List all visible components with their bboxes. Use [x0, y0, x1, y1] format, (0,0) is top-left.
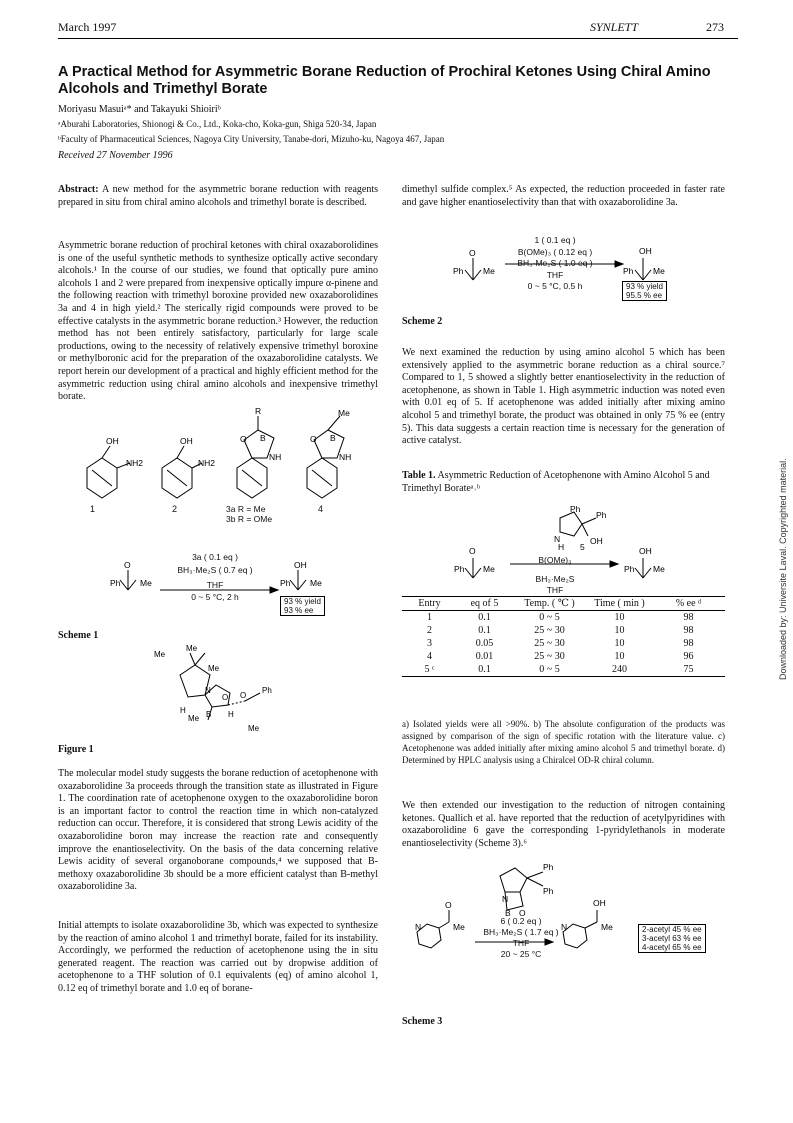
svg-text:N: N — [561, 922, 568, 932]
scheme2-ee: 95.5 % ee — [626, 291, 663, 300]
abstract-label: Abstract: — [58, 184, 99, 195]
table1-reagent-2: BH₃·Me₂S — [535, 574, 575, 584]
svg-text:N: N — [554, 534, 561, 544]
intro-text: Asymmetric borane reduction of prochiral ketones with chiral oxazaborolidines is one of the useful synthetic methods to synthesize optically active secondary alcohols.¹ In the course of our studies, we found that optically pure amino alcohols 1 and 2 were prepared from inexpensive optically impure α-pinene and the following reaction with trimethyl boroxine provided new oxazaborolidines 3a and 4 in high yield.² The sterically rigid compounds were proved to be effective catalysts in the asymmetric borane reduction.³ However, the reduction method has not been entirely satisfactory, particularly for large scale productions, owing to the necessity of relatively expensive trimethyl boroxine or methylboronic acid for the preparation of the oxazaborolidine catalysts. We report herein our development of a practical and highly efficient method for the asymmetric reduction using chiral amino alcohols and inexpensive trimethyl borate. — [58, 240, 378, 403]
header-date: March 1997 — [58, 20, 117, 34]
table1-caption — [402, 470, 725, 495]
table-cell: 10 — [614, 612, 625, 623]
journal-name: SYNLETT — [590, 20, 639, 34]
svg-text:O: O — [469, 546, 476, 556]
table-cell: 5 ᶜ — [424, 664, 435, 675]
table-cell: 0.01 — [475, 651, 494, 662]
scheme1-catalyst: 3a ( 0.1 eq ) — [192, 552, 238, 562]
table1-header-eq: eq of 5 — [470, 598, 499, 609]
table-cell: 98 — [683, 612, 694, 623]
table-cell: 96 — [683, 651, 694, 662]
svg-text:OH: OH — [106, 436, 119, 446]
download-watermark: Downloaded by: Universite Laval. Copyrighted material. — [778, 458, 788, 680]
compound-label-2: 2 — [172, 504, 178, 514]
svg-text:OH: OH — [593, 898, 606, 908]
scheme1-yield: 93 % yield — [284, 597, 321, 606]
svg-text:O: O — [519, 908, 526, 918]
table1-header-entry: Entry — [418, 598, 441, 609]
svg-text:B: B — [206, 710, 212, 719]
scheme3-reagents — [476, 916, 566, 960]
table-cell: 25 ~ 30 — [534, 625, 565, 636]
svg-text:Ph: Ph — [624, 564, 635, 574]
svg-text:Me: Me — [154, 650, 166, 659]
abstract-text: A new method for the asymmetric borane reduction with reagents prepared in situ from chiral amino alcohols and trimethyl borate is described. — [58, 184, 378, 208]
scheme2-reagent-4: THF — [546, 269, 564, 280]
table-row — [402, 611, 725, 625]
table-cell: 0.05 — [475, 638, 494, 649]
svg-text:Ph: Ph — [543, 862, 554, 872]
svg-text:N: N — [415, 922, 422, 932]
table-cell: 1 — [427, 612, 432, 623]
svg-text:Me: Me — [338, 408, 350, 418]
compound-label-3b: 3b R = OMe — [226, 514, 273, 524]
svg-text:OH: OH — [590, 536, 603, 546]
svg-text:NH: NH — [339, 452, 352, 462]
right-text-3: We then extended our investigation to the reduction of nitrogen containing ketones. Quallich et al. have reported that the reduction of acetylpyridines with oxazaborolidine 6 gave the corresponding 1-pyridylethanols in moderate enantioselectivity (Scheme 3).⁶ — [402, 800, 725, 849]
right-text-1: dimethyl sulfide complex.⁵ As expected, the reduction proceeded in faster rate and gave higher enantioselectivity than that with oxazaborolidine 3a. — [402, 184, 725, 208]
svg-text:O: O — [469, 248, 476, 258]
svg-text:Ph: Ph — [262, 686, 272, 695]
svg-text:Ph: Ph — [543, 886, 554, 896]
svg-text:Ph: Ph — [596, 510, 607, 520]
experiment-text: Initial attempts to isolate oxazaborolidine 3b, which was expected to synthesize by the reaction of amino alcohol 1 and trimethyl borate, failed for its instability. Accordingly, we performed the reduction of acetophenone using the in situ generated reagent. The reaction was carried out by dropwise addition of acetophenone to a THF solution of 0.1 equivalents (eq) of amino alcohol 1, 0.12 eq of trimethyl borate and 1.0 eq of borane- — [58, 920, 378, 994]
affiliation-b: ᵇFaculty of Pharmaceutical Sciences, Nagoya City University, Tanabe-dori, Mizuho-ku, Nagoya 467, Japan — [58, 134, 445, 144]
svg-text:Ph: Ph — [453, 266, 464, 276]
svg-text:NH: NH — [269, 452, 282, 462]
scheme2-reagent-2: B(OMe)₃ ( 0.12 eq ) — [517, 246, 593, 257]
svg-text:R: R — [255, 408, 262, 416]
svg-text:Me: Me — [601, 922, 613, 932]
compound-label-3a: 3a R = Me — [226, 504, 266, 514]
discussion-text: The molecular model study suggests the borane reduction of acetophenone with oxazaborolidine 3a proceeds through the transition state as illustrated in Figure 1. The coordination rate of acetophenone oxygen to the oxazaborolidine boron is an important factor to control the reaction time in which non-catalyzed reduction can occur. Therefore, it is considered that strong Lewis acidity of the oxazaborolidine boron may increase the reaction rate and consequently improve the enantioselectivity. On the basis of the data concerning relative Lewis acidity of several organoborane compounds,⁴ we supposed that B-methoxy oxazaborolidine 3b should be a more efficient catalyst than B-methyl oxazaborolidine 3a. — [58, 768, 378, 893]
scheme1-ee: 93 % ee — [284, 606, 314, 615]
authors: Moriyasu Masuiᵃ* and Takayuki Shioiriᵇ — [58, 104, 221, 115]
table-cell: 25 ~ 30 — [534, 638, 565, 649]
svg-text:H: H — [558, 542, 565, 552]
scheme2-label: Scheme 2 — [402, 316, 443, 327]
table-cell: 0.1 — [478, 612, 491, 623]
svg-text:Me: Me — [310, 578, 322, 588]
scheme3-reagent-4: 20 ~ 25 °C — [500, 949, 542, 959]
paper-title: A Practical Method for Asymmetric Borane Reduction of Prochiral Ketones Using Chiral Amino Alcohols and Trimethyl Borate — [58, 64, 711, 97]
table-cell: 0.1 — [478, 664, 491, 675]
table-cell: 0 ~ 5 — [539, 612, 560, 623]
table1-reagent-1: B(OMe)₃ — [538, 555, 572, 565]
right-paragraph-2 — [402, 347, 725, 448]
svg-text:OH: OH — [180, 436, 193, 446]
intro-paragraph — [58, 240, 378, 404]
scheme3-results — [638, 924, 706, 953]
right-paragraph-1 — [402, 184, 725, 209]
svg-text:Ph: Ph — [280, 578, 291, 588]
compound-label-4: 4 — [318, 504, 324, 514]
table-cell: 0 ~ 5 — [539, 664, 560, 675]
table1-header-temp: Temp. ( ℃ ) — [524, 598, 575, 609]
scheme2-yield: 93 % yield — [626, 282, 663, 291]
svg-text:O: O — [240, 434, 247, 444]
svg-text:O: O — [445, 900, 452, 910]
svg-text:Me: Me — [248, 724, 260, 733]
received-date: Received 27 November 1996 — [58, 150, 173, 161]
figure1-label: Figure 1 — [58, 744, 94, 755]
table1-header-ee: % ee ᵈ — [675, 598, 702, 609]
scheme1-label: Scheme 1 — [58, 630, 99, 641]
svg-text:5: 5 — [580, 542, 585, 552]
scheme2-reagent-3: BH₃·Me₂S ( 1.0 eq ) — [517, 258, 593, 268]
table-cell: 3 — [427, 638, 432, 649]
scheme1-conditions: 0 ~ 5 °C, 2 h — [191, 592, 239, 602]
table-cell: 2 — [427, 625, 432, 636]
svg-text:B: B — [260, 433, 266, 443]
affiliation-a: ᵃAburahi Laboratories, Shionogi & Co., Ltd., Koka-cho, Koka-gun, Shiga 520-34, Japan — [58, 119, 377, 129]
svg-text:OH: OH — [294, 560, 307, 570]
svg-text:Me: Me — [188, 714, 200, 723]
compounds-structures — [62, 408, 382, 528]
svg-text:Me: Me — [140, 578, 152, 588]
svg-text:Ph: Ph — [454, 564, 465, 574]
svg-text:Me: Me — [186, 645, 198, 653]
table1-footnote — [402, 718, 725, 766]
table-cell: 98 — [683, 638, 694, 649]
scheme1-result — [280, 596, 325, 616]
scheme2-reagent-1: 1 ( 0.1 eq ) — [534, 235, 576, 245]
abstract — [58, 184, 378, 209]
svg-text:NH2: NH2 — [126, 458, 144, 468]
table1-header-row — [402, 597, 725, 611]
table1-reagents — [520, 555, 590, 596]
scheme3-result-3-acetyl: 3-acetyl 63 % ee — [642, 934, 702, 943]
compound-label-1: 1 — [90, 504, 96, 514]
table-row — [402, 663, 725, 677]
table-row — [402, 650, 725, 663]
table-row — [402, 624, 725, 637]
right-text-2: We next examined the reduction by using amino alcohol 5 which has been extensively applied to the asymmetric borane reduction as a chiral source.⁷ Compared to 1, 5 showed a slightly better enantioselectivity in the reduction of acetophenone, as shown in Table 1. High asymmetric induction was noted even with 0.01 eq of 5. If acetophenone was added initially after mixing amino alcohol 5 and trimethyl borate, the product was obtained in only 75 % ee (entry 5). This data suggests a certain reaction time is necessary for the generation of active catalyst. — [402, 347, 725, 447]
svg-text:B: B — [505, 908, 511, 918]
svg-text:Me: Me — [208, 664, 220, 673]
svg-text:H: H — [228, 710, 234, 719]
scheme3-reagent-3: THF — [512, 938, 530, 948]
page-number: 273 — [706, 20, 724, 34]
svg-text:N: N — [205, 686, 211, 695]
svg-text:Me: Me — [483, 266, 495, 276]
table-cell: 4 — [427, 651, 432, 662]
header-rule — [58, 38, 738, 39]
scheme2-reagents — [500, 235, 610, 293]
table1-header-time: Time ( min ) — [594, 598, 645, 609]
scheme3-result-2-acetyl: 2-acetyl 45 % ee — [642, 925, 702, 934]
table1-caption-text: Asymmetric Reduction of Acetophenone with Amino Alcohol 5 and Trimethyl Borateᵃ˒ᵇ — [402, 470, 710, 494]
svg-text:OH: OH — [639, 246, 652, 256]
svg-text:O: O — [240, 691, 247, 700]
table-cell: 98 — [683, 625, 694, 636]
svg-text:NH2: NH2 — [198, 458, 216, 468]
svg-text:O: O — [310, 434, 317, 444]
svg-text:OH: OH — [639, 546, 652, 556]
discussion-paragraph — [58, 768, 378, 894]
svg-text:B: B — [330, 433, 336, 443]
scheme3-result-4-acetyl: 4-acetyl 65 % ee — [642, 943, 702, 952]
scheme3-reagent-2: BH₃·Me₂S ( 1.7 eq ) — [483, 927, 559, 937]
table1-footnote-text: a) Isolated yields were all >90%. b) The absolute configuration of the products was assigned by comparison of the sign of specific rotation with the literature value. c) Acetophenone was added initially after mixing amino alcohol 5 and trimethyl borate. d) Determined by HPLC analysis using a Chiralcel OD-R chiral column. — [402, 719, 725, 765]
table-cell: 0.1 — [478, 625, 491, 636]
table-cell: 10 — [614, 625, 625, 636]
table1-caption-label: Table 1. — [402, 470, 436, 481]
scheme1-solvent: THF — [206, 580, 224, 590]
scheme1-reagent: BH₃·Me₂S ( 0.7 eq ) — [177, 565, 253, 575]
svg-text:N: N — [502, 894, 509, 904]
svg-text:H: H — [180, 706, 186, 715]
experiment-paragraph — [58, 920, 378, 996]
right-paragraph-3 — [402, 800, 725, 850]
svg-text:Me: Me — [483, 564, 495, 574]
svg-text:O: O — [124, 560, 131, 570]
scheme3-label: Scheme 3 — [402, 1016, 443, 1027]
table-cell: 25 ~ 30 — [534, 651, 565, 662]
svg-text:Ph: Ph — [623, 266, 634, 276]
table1-reagent-3: THF — [546, 585, 564, 595]
svg-text:O: O — [222, 693, 229, 702]
scheme3-reagent-1: 6 ( 0.2 eq ) — [500, 916, 542, 926]
table-cell: 10 — [614, 651, 625, 662]
svg-text:Me: Me — [653, 564, 665, 574]
svg-text:Me: Me — [453, 922, 465, 932]
svg-text:Ph: Ph — [110, 578, 121, 588]
table-cell: 10 — [614, 638, 625, 649]
table-row — [402, 637, 725, 650]
svg-text:Me: Me — [653, 266, 665, 276]
scheme2-reagent-5: 0 ~ 5 °C, 0.5 h — [527, 281, 583, 291]
table1 — [402, 596, 725, 677]
figure1-drawing — [150, 645, 300, 735]
svg-text:Ph: Ph — [570, 506, 581, 514]
scheme2-result — [622, 281, 667, 301]
table-cell: 240 — [612, 664, 627, 675]
table-cell: 75 — [683, 664, 694, 675]
